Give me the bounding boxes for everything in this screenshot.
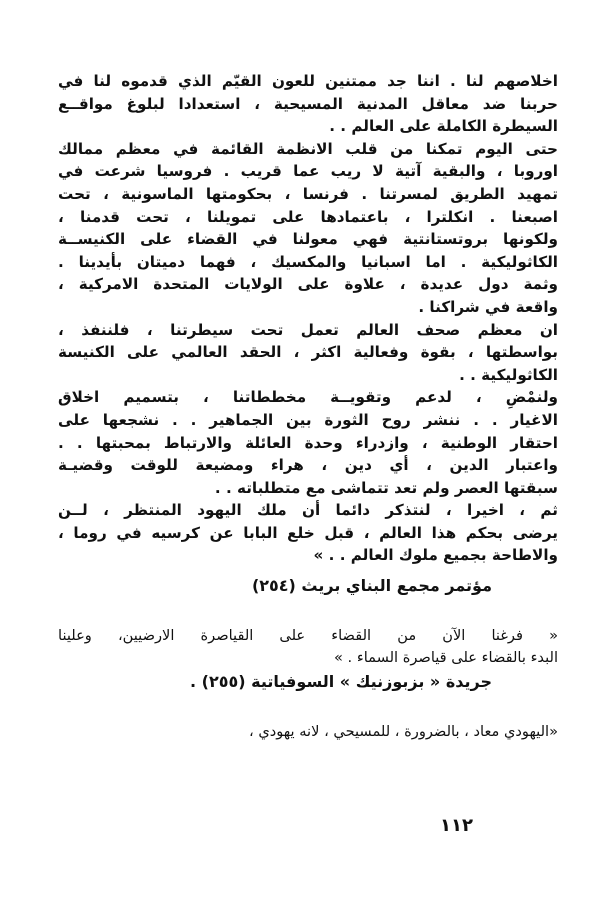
text-line: حتى اليوم تمكنا من قلب الانظمة القائمة في معظم ممالك: [58, 139, 558, 158]
book-page: [58, 70, 558, 743]
text-line: اوروبا ، والبقية آتية لا ريب عما قريب . فروسيا شرعت في: [58, 162, 558, 181]
text-line: اخلاصهم لنا . اننا جد ممتنين للعون القيّم الذي قدموه لنا في: [58, 72, 558, 90]
text-line: بواسطتها ، بقوة وفعالية اكثر ، الحقد العالمي على الكنيسة: [58, 343, 558, 362]
section-heading: مؤتمر مجمع البناي بريث (٢٥٤): [251, 576, 492, 596]
quote-line: « فرغنا الآن من القضاء على القياصرة الارضيين، وعلينا: [58, 627, 558, 645]
text-line: وثمة دول عديدة ، علاوة على الولايات المتحدة الامركية ،: [58, 275, 558, 294]
text-line: والاطاحة بجميع ملوك العالم . . »: [313, 546, 558, 565]
text-line: واعتبار الدين ، أي دين ، هراء ومضيعة للوقت وقضيـة: [58, 456, 558, 475]
text-line: ان معظم صحف العالم تعمل تحت سيطرتنا ، فلننفذ ،: [58, 320, 558, 339]
text-line: حربنا ضد معاقل المدنية المسيحية ، استعدادا لبلوغ مواقــع: [58, 94, 558, 113]
text-line: واقعة في شراكنا .: [418, 297, 558, 316]
text-line: تمهيد الطريق لمسرتنا . فرنسا ، بحكومتها الماسونية ، تحت: [58, 184, 558, 203]
text-line: سبقتها العصر ولم تعد تتماشى مع متطلباته . .: [214, 478, 558, 497]
section-heading: جريدة « بزبوزنيك » السوفياتية (٢٥٥) .: [190, 672, 492, 692]
text-line: ولنمْضِ ، لدعم وتقويــة مخططاتنا ، بتسميم اخلاق: [58, 388, 558, 407]
text-line: احتقار الوطنية ، وازدراء وحدة العائلة والارتباط بمحبتها . .: [58, 433, 558, 452]
text-line: ولكونها بروتستانتية فهي معولنا في القضاء على الكنيســة: [58, 230, 558, 249]
quote-line: البدء بالقضاء على قياصرة السماء . »: [333, 649, 558, 667]
text-line: الكاثوليكية . اما اسبانيا والمكسيك ، فهما دميتان بأيدينا .: [58, 252, 558, 271]
page-number: ١١٢: [440, 815, 473, 836]
text-line: الاغيار . . ننشر روح الثورة بين الجماهير . . نشجعها على: [58, 410, 558, 429]
quote-line: «اليهودي معاد ، بالضرورة ، للمسيحي ، لانه يهودي ،: [249, 723, 558, 741]
text-line: ثم ، اخيرا ، لنتذكر دائما أن ملك اليهود المنتظر ، لــن: [58, 501, 558, 520]
text-line: السيطرة الكاملة على العالم . .: [329, 117, 558, 136]
text-line: يرضى بحكم هذا العالم ، قبل خلع البابا عن كرسيه في روما ،: [58, 523, 558, 542]
text-line: الكاثوليكية . .: [459, 365, 558, 384]
text-line: اصبعنا . انكلترا ، باعتمادها على تمويلنا ، تحت قدمنا ،: [58, 207, 558, 226]
